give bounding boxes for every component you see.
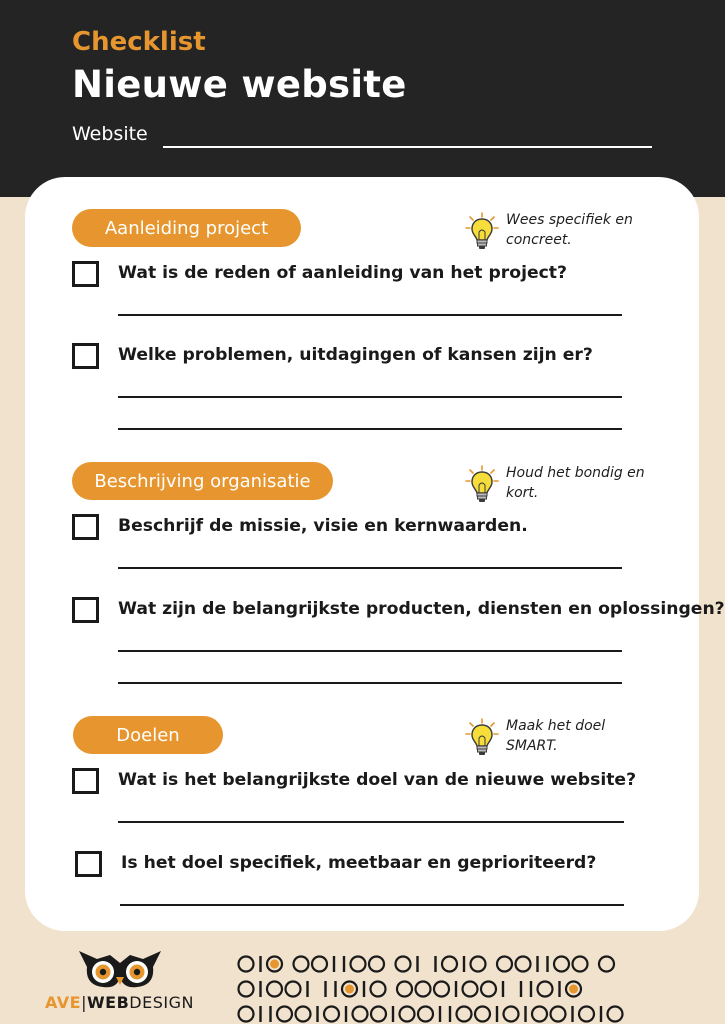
binary-zero bbox=[369, 957, 384, 972]
tip-text: Maak het doel SMART. bbox=[506, 718, 606, 754]
binary-zero bbox=[554, 957, 569, 972]
answer-line[interactable] bbox=[118, 396, 622, 398]
binary-zero bbox=[538, 982, 553, 997]
lightbulb-icon bbox=[465, 718, 499, 758]
binary-zero bbox=[416, 982, 431, 997]
website-field-line[interactable] bbox=[163, 146, 652, 148]
binary-pattern-graphic bbox=[236, 950, 725, 1024]
binary-pattern bbox=[236, 950, 725, 1024]
binary-zero bbox=[277, 1007, 292, 1022]
lightbulb-icon bbox=[465, 212, 499, 252]
answer-line[interactable] bbox=[118, 567, 622, 569]
question-item bbox=[72, 261, 692, 321]
answer-line[interactable] bbox=[118, 650, 622, 652]
binary-zero bbox=[312, 957, 327, 972]
logo-separator: | bbox=[81, 993, 87, 1012]
binary-zero bbox=[239, 982, 254, 997]
tip-doelen bbox=[465, 716, 655, 760]
logo-design: DESIGN bbox=[129, 993, 194, 1012]
checkbox[interactable] bbox=[72, 597, 99, 623]
owl-icon bbox=[75, 945, 165, 991]
binary-zero bbox=[371, 1007, 386, 1022]
binary-zero bbox=[457, 1007, 472, 1022]
binary-zero bbox=[400, 1007, 415, 1022]
binary-zero bbox=[504, 1007, 519, 1022]
header bbox=[0, 0, 725, 197]
answer-line[interactable] bbox=[118, 821, 624, 823]
answer-line[interactable] bbox=[118, 428, 622, 430]
logo-web: WEB bbox=[87, 993, 130, 1012]
website-label: Website bbox=[72, 123, 148, 145]
binary-zero bbox=[573, 957, 588, 972]
binary-zero bbox=[532, 1007, 547, 1022]
header-kicker: Checklist bbox=[72, 27, 206, 57]
tip-text: Houd het bondig en kort. bbox=[506, 465, 645, 501]
logo-ave: AVE bbox=[45, 993, 82, 1012]
answer-line[interactable] bbox=[118, 314, 622, 316]
tip-beschrijving bbox=[465, 463, 655, 507]
section-label-aanleiding: Aanleiding project bbox=[72, 209, 301, 247]
binary-zero bbox=[371, 982, 386, 997]
binary-zero bbox=[475, 1007, 490, 1022]
checkbox[interactable] bbox=[72, 768, 99, 794]
logo-wordmark bbox=[45, 993, 194, 1012]
binary-zero bbox=[267, 982, 282, 997]
binary-zero bbox=[463, 982, 478, 997]
binary-zero bbox=[516, 957, 531, 972]
question-text: Wat is het belangrijkste doel van de nieuwe website? bbox=[118, 770, 637, 790]
tip-aanleiding bbox=[465, 210, 655, 254]
question-text: Wat zijn de belangrijkste producten, diensten en oplossingen? bbox=[118, 599, 725, 619]
binary-accent-dot bbox=[569, 985, 578, 994]
lightbulb-icon bbox=[465, 465, 499, 505]
question-item bbox=[72, 514, 692, 544]
binary-accent-dot bbox=[345, 985, 354, 994]
binary-zero bbox=[579, 1007, 594, 1022]
section-label-beschrijving: Beschrijving organisatie bbox=[72, 462, 333, 500]
binary-zero bbox=[353, 1007, 368, 1022]
question-item bbox=[72, 343, 692, 373]
binary-zero bbox=[551, 1007, 566, 1022]
answer-line[interactable] bbox=[118, 682, 622, 684]
checkbox[interactable] bbox=[72, 514, 99, 540]
section-label-doelen: Doelen bbox=[73, 716, 223, 754]
binary-zero bbox=[294, 957, 309, 972]
binary-zero bbox=[351, 957, 366, 972]
binary-zero bbox=[397, 982, 412, 997]
binary-zero bbox=[471, 957, 486, 972]
binary-zero bbox=[396, 957, 411, 972]
question-text: Is het doel specifiek, meetbaar en geprioriteerd? bbox=[121, 853, 597, 873]
binary-zero bbox=[324, 1007, 339, 1022]
checkbox[interactable] bbox=[72, 261, 99, 287]
binary-zero bbox=[599, 957, 614, 972]
binary-zero bbox=[418, 1007, 433, 1022]
checkbox[interactable] bbox=[72, 343, 99, 369]
answer-line[interactable] bbox=[120, 904, 624, 906]
binary-zero bbox=[608, 1007, 623, 1022]
question-text: Beschrijf de missie, visie en kernwaarden. bbox=[118, 516, 528, 536]
question-item bbox=[72, 768, 692, 798]
binary-zero bbox=[296, 1007, 311, 1022]
binary-zero bbox=[442, 957, 457, 972]
question-text: Welke problemen, uitdagingen of kansen zijn er? bbox=[118, 345, 593, 365]
binary-zero bbox=[239, 957, 254, 972]
binary-zero bbox=[239, 1007, 254, 1022]
binary-zero bbox=[497, 957, 512, 972]
tip-text: Wees specifiek en concreet. bbox=[506, 212, 633, 248]
binary-accent-dot bbox=[270, 960, 279, 969]
question-item bbox=[75, 851, 695, 881]
question-item bbox=[72, 597, 725, 627]
binary-zero bbox=[286, 982, 301, 997]
page-title: Nieuwe website bbox=[72, 63, 407, 106]
binary-zero bbox=[434, 982, 449, 997]
checkbox[interactable] bbox=[75, 851, 102, 877]
binary-zero bbox=[481, 982, 496, 997]
question-text: Wat is de reden of aanleiding van het project? bbox=[118, 263, 567, 283]
logo bbox=[40, 945, 200, 1017]
